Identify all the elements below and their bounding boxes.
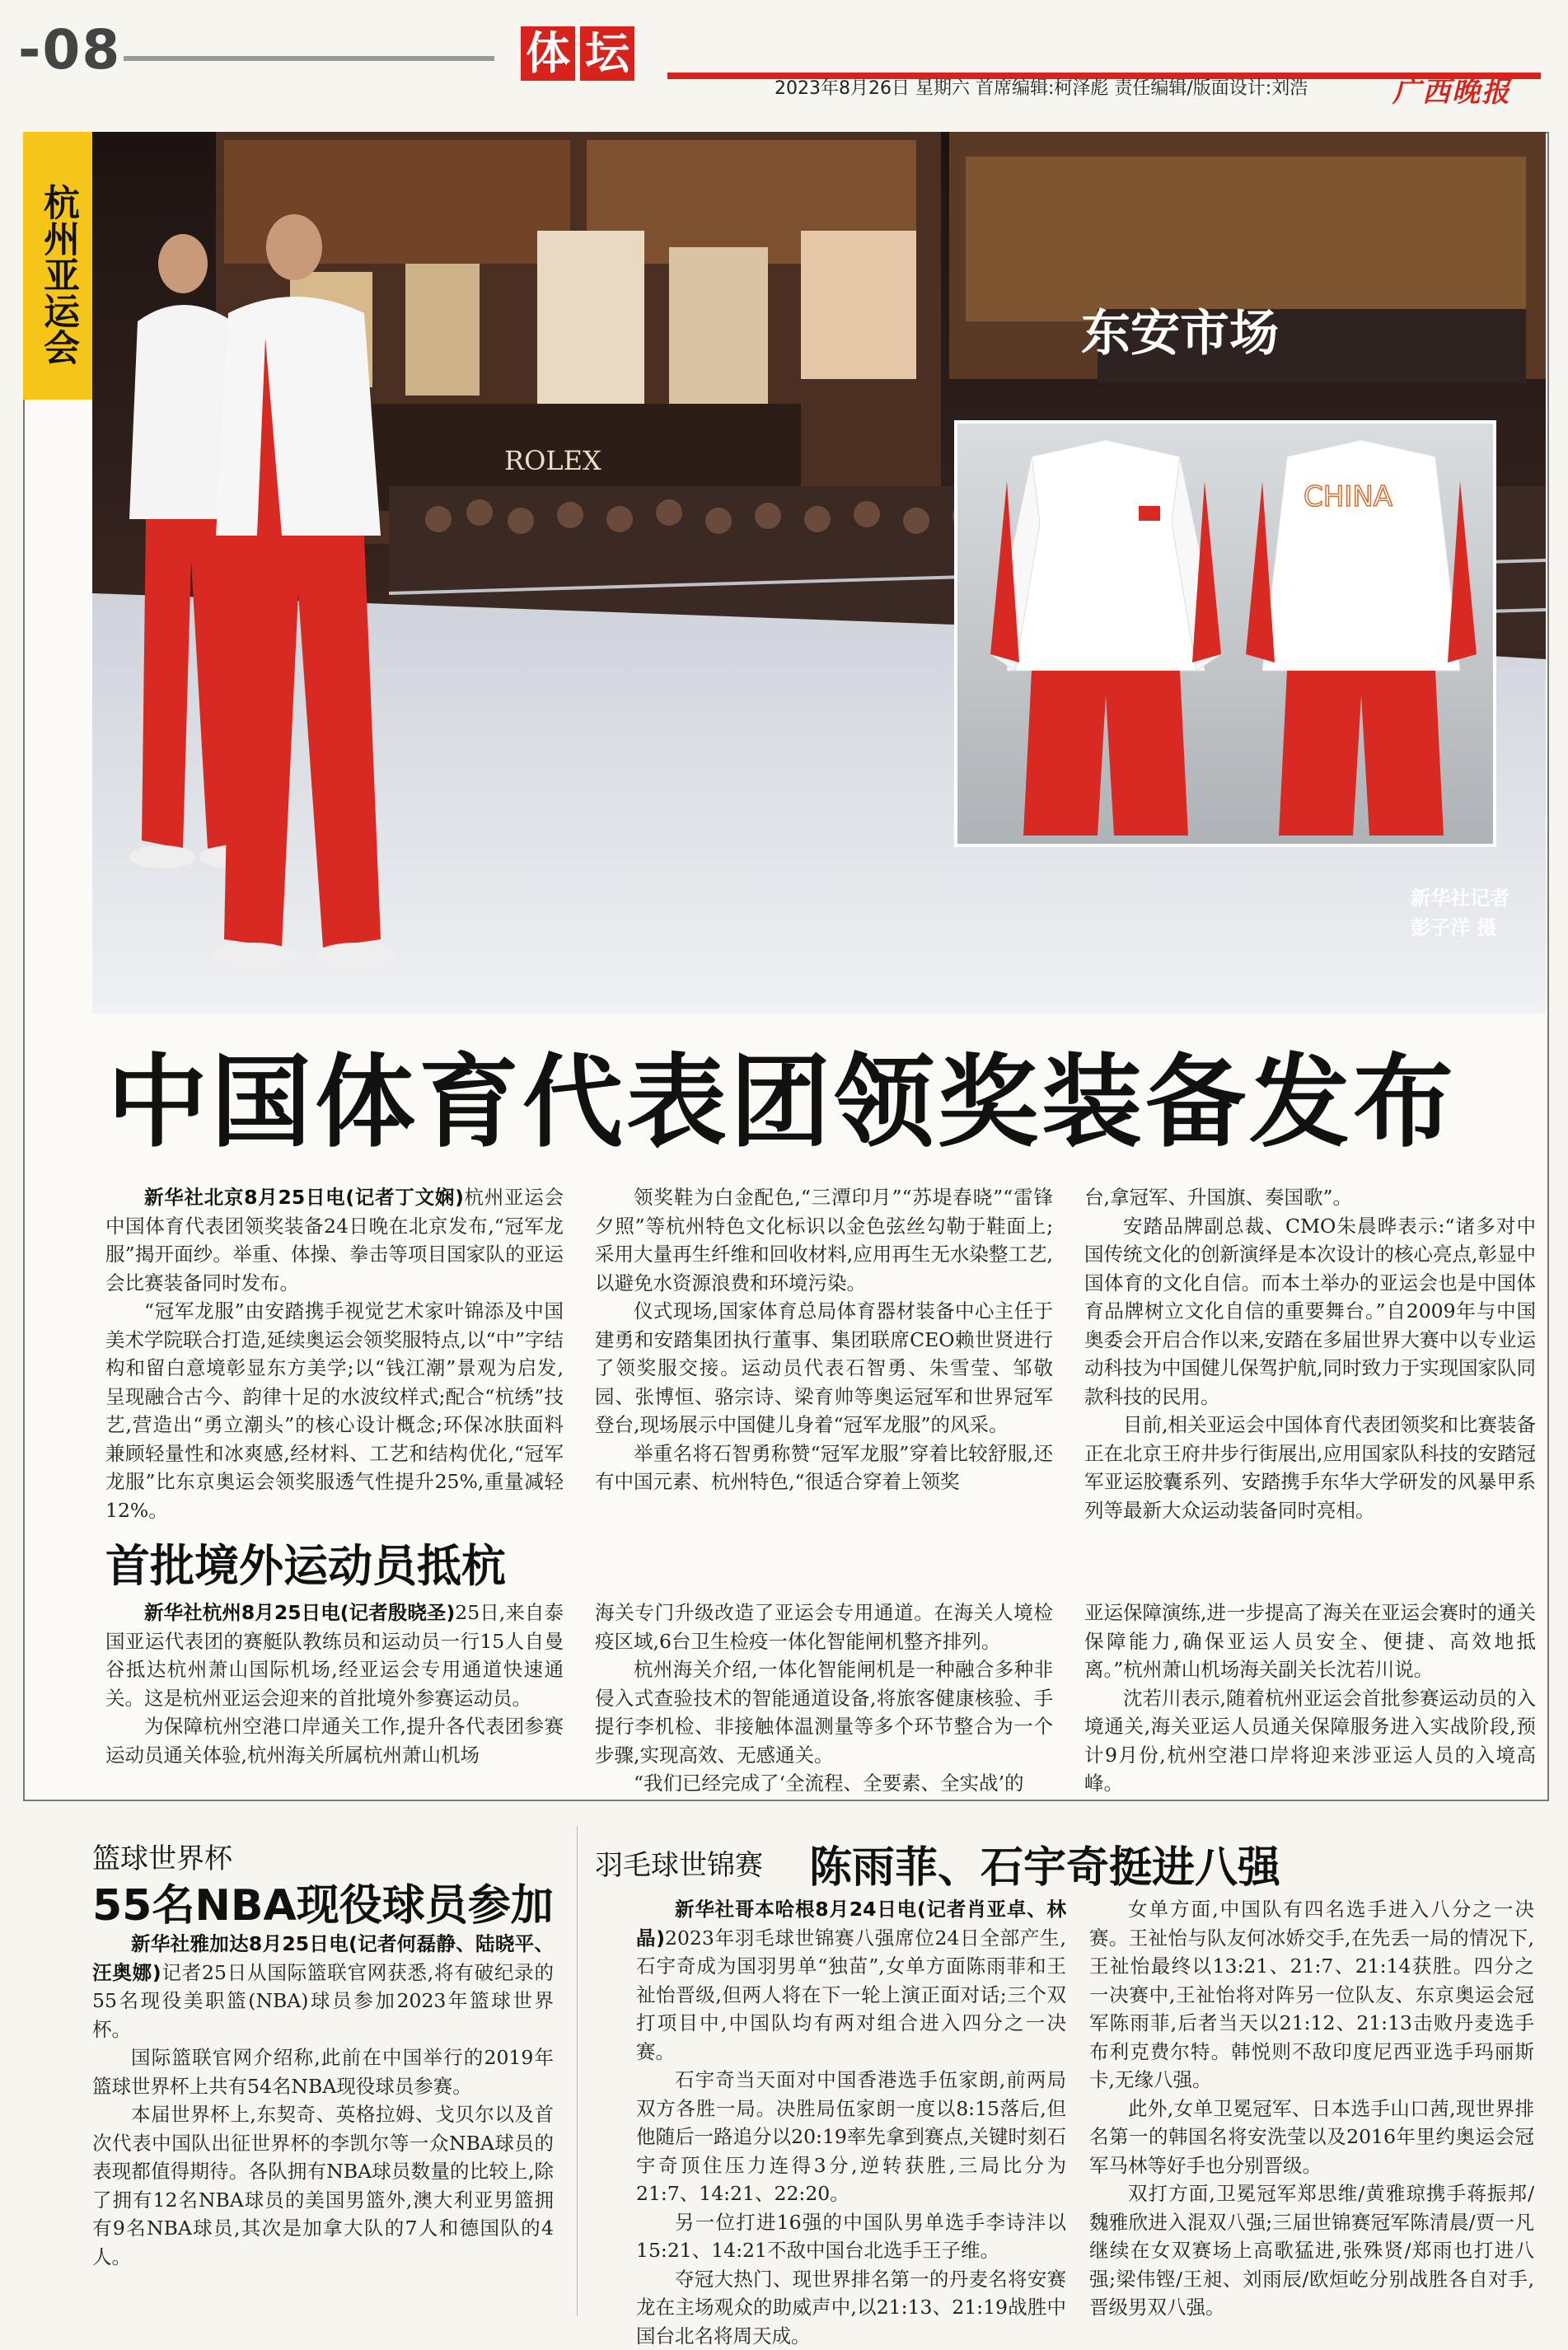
second-headline: 首批境外运动员抵杭	[105, 1531, 506, 1594]
second-paragraph: “我们已经完成了‘全流程、全要素、全实战’的	[595, 1769, 1053, 1798]
badminton-kicker: 羽毛球世锦赛	[595, 1842, 763, 1883]
lead-paragraph: 目前,相关亚运会中国体育代表团领奖和比赛装备正在北京王府井步行街展出,应用国家队科技的安踏冠军亚运胶囊系列、安踏携手东华大学研发的风暴甲系列等最新大众运动装备同时亮相。	[1084, 1411, 1536, 1524]
second-paragraph: 为保障杭州空港口岸通关工作,提升各代表团参赛运动员通关体验,杭州海关所属杭州萧山机场	[105, 1712, 564, 1769]
lead-headline: 中国体育代表团领奖装备发布	[107, 1022, 1457, 1166]
photo-credit-line-2: 彭子洋 摄	[1411, 913, 1509, 943]
badminton-dateline: 新华社哥本哈根8月24日电(记者肖亚卓、林晶)	[636, 1898, 1066, 1950]
second-paragraph: 沈若川表示,随着杭州亚运会首批参赛运动员的入境通关,海关亚运人员通关保障服务进入实战阶段,预计9月份,杭州空港口岸将迎来涉亚运人员的入境高峰。	[1084, 1684, 1536, 1798]
second-column-1	[105, 1599, 564, 1769]
lead-column-3	[1084, 1183, 1536, 1524]
badminton-paragraph: 女单方面,中国队有四名选手进入八分之一决赛。王祉怡与队友何冰娇交手,在先丢一局的情况下,王祉怡最终以13:21、21:7、21:14获胜。四分之一决赛中,王祉怡将对阵另一位队友、东京奥运会冠军陈雨菲,后者当天以21:12、21:13击败丹麦选手布利克费尔特。韩悦则不敌印度尼西亚选手玛丽斯卡,无缘八强。	[1089, 1895, 1534, 2095]
storefront-sign: 东安市场	[1081, 305, 1279, 363]
lead-paragraph: 杭州亚运会中国体育代表团领奖装备24日晚在北京发布,“冠军龙服”揭开面纱。举重、体操、拳击等项目国家队的亚运会比赛装备同时发布。	[105, 1186, 564, 1294]
basketball-column	[92, 1930, 554, 2271]
lead-column-2	[595, 1183, 1053, 1496]
jacket-china-text: CHINA	[1304, 480, 1392, 513]
column-tag: 杭州亚运会	[23, 132, 92, 400]
basketball-paragraph: 国际篮联官网介绍称,此前在中国举行的2019年篮球世界杯上共有54名NBA现役球员参赛。	[92, 2043, 554, 2100]
column-divider	[577, 1826, 578, 2316]
badminton-column-1	[636, 1895, 1066, 2350]
basketball-kicker: 篮球世界杯	[92, 1836, 232, 1876]
lead-paragraph: 举重名将石智勇称赞“冠军龙服”穿着比较舒服,还有中国元素、杭州特色,“很适合穿着上领奖	[595, 1439, 1053, 1496]
lead-column-1	[105, 1183, 564, 1524]
second-dateline: 新华社杭州8月25日电(记者殷晓圣)	[144, 1601, 455, 1624]
lead-paragraph: 仪式现场,国家体育总局体育器材装备中心主任于建勇和安踏集团执行董事、集团联席CEO赖世贤进行了领奖服交接。运动员代表石智勇、朱雪莹、邹敬园、张博恒、骆宗诗、梁育帅等奥运冠军和世界冠军登台,现场展示中国健儿身着“冠军龙服”的风采。	[595, 1297, 1053, 1439]
basketball-paragraph: 本届世界杯上,东契奇、英格拉姆、戈贝尔以及首次代表中国队出征世界杯的李凯尔等一众NBA球员的表现都值得期待。各队拥有NBA球员数量的比较上,除了拥有12名NBA球员的美国男篮外,澳大利亚男篮拥有9名NBA球员,其次是加拿大队的7人和德国队的4人。	[92, 2100, 554, 2271]
badminton-headline: 陈雨菲、石宇奇挺进八强	[809, 1833, 1280, 1894]
badminton-paragraph: 双打方面,卫冕冠军郑思维/黄雅琼携手蒋振邦/魏雅欣进入混双八强;三届世锦赛冠军陈清晨/贾一凡继续在女双赛场上高歌猛进,张殊贤/郑雨也打进八强;梁伟铿/王昶、刘雨辰/欧烜屹分别战胜各自对手,晋级男双八强。	[1089, 2179, 1534, 2322]
badminton-paragraph: 此外,女单卫冕冠军、日本选手山口茜,现世界排名第一的韩国名将安洗莹以及2016年里约奥运会冠军马林等好手也分别晋级。	[1089, 2095, 1534, 2180]
second-paragraph: 杭州海关介绍,一体化智能闸机是一种融合多种非侵入式查验技术的智能通道设备,将旅客健康核验、手提行李机检、非接触体温测量等多个环节整合为一个步骤,实现高效、无感通关。	[595, 1655, 1053, 1769]
second-column-3	[1084, 1599, 1536, 1798]
second-paragraph: 亚运保障演练,进一步提高了海关在亚运会赛时的通关保障能力,确保亚运人员安全、便捷、高效地抵离。”杭州萧山机场海关副关长沈若川说。	[1084, 1599, 1536, 1684]
masthead-rule	[124, 56, 494, 61]
rolex-sign: ROLEX	[504, 445, 601, 476]
masthead-info: 2023年8月26日 星期六 首席编辑:柯泽彪 责任编辑/版面设计:刘浩	[775, 74, 1308, 100]
second-paragraph: 25日,来自泰国亚运代表团的赛艇队教练员和运动员一行15人自曼谷抵达杭州萧山国际机场,经亚运会专用通道快速通关。这是杭州亚运会迎来的首批境外参赛运动员。	[105, 1601, 564, 1710]
basketball-dateline: 新华社雅加达8月25日电(记者何磊静、陆晓平、汪奥娜)	[92, 1932, 554, 1984]
uniform-inset-photo	[954, 420, 1496, 847]
second-paragraph: 海关专门升级改造了亚运会专用通道。在海关人境检疫区域,6台卫生检疫一体化智能闸机整齐排列。	[595, 1599, 1053, 1655]
section-char-1: 体	[521, 26, 575, 81]
badminton-paragraph: 夺冠大热门、现世界排名第一的丹麦名将安赛龙在主场观众的助威声中,以21:13、21:19战胜中国台北名将周天成。	[636, 2265, 1066, 2350]
lead-paragraph: 领奖鞋为白金配色,“三潭印月”“苏堤春晓”“雷锋夕照”等杭州特色文化标识以金色弦丝勾勒于鞋面上;采用大量再生纤维和回收材料,应用再生无水染整工艺,以避免水资源浪费和环境污染。	[595, 1183, 1053, 1297]
lead-paragraph: “冠军龙服”由安踏携手视觉艺术家叶锦添及中国美术学院联合打造,延续奥运会领奖服特点,以“中”字结构和留白意境彰显东方美学;以“钱江潮”景观为启发,呈现融合古今、韵律十足的水波纹样式;配合“杭绣”技艺,营造出“勇立潮头”的核心设计概念;环保冰肤面料兼顾轻量性和冰爽感,经材料、工艺和结构优化,“冠军龙服”比东京奥运会领奖服透气性提升25%,重量减轻12%。	[105, 1297, 564, 1524]
newspaper-logo: 广西晚报	[1392, 69, 1516, 105]
badminton-paragraph: 2023年羽毛球世锦赛八强席位24日全部产生,石宇奇成为国羽男单“独苗”,女单方面陈雨菲和王祉怡晋级,但两人将在下一轮上演正面对话;三个双打项目中,中国队均有两对组合进入四分之一决赛。	[636, 1926, 1066, 2063]
page-number: -08	[18, 18, 121, 82]
second-column-2	[595, 1599, 1053, 1798]
section-char-2: 坛	[580, 26, 634, 81]
lead-dateline: 新华社北京8月25日电(记者丁文娴)	[144, 1186, 464, 1209]
photo-credit-line-1: 新华社记者	[1411, 883, 1509, 913]
uniform-illustration	[957, 424, 1493, 844]
badminton-column-2	[1089, 1895, 1534, 2322]
badminton-paragraph: 另一位打进16强的中国队男单选手李诗沣以15:21、14:21不敌中国台北选手王子维。	[636, 2208, 1066, 2265]
lead-paragraph: 安踏品牌副总裁、CMO朱晨晔表示:“诸多对中国传统文化的创新演绎是本次设计的核心亮点,彰显中国体育的文化自信。而本土举办的亚运会也是中国体育品牌树立文化自信的重要舞台。”自2009年与中国奥委会开启合作以来,安踏在多届世界大赛中以专业运动科技为中国健儿保驾护航,同时致力于实现国家队同款科技的民用。	[1084, 1212, 1536, 1411]
lead-paragraph: 台,拿冠军、升国旗、奏国歌”。	[1084, 1183, 1536, 1212]
badminton-paragraph: 石宇奇当天面对中国香港选手伍家朗,前两局双方各胜一局。决胜局伍家朗一度以8:15落后,但他随后一路追分以20:19率先拿到赛点,关键时刻石宇奇顶住压力连得3分,逆转获胜,三局比分为21:7、14:21、22:20。	[636, 2066, 1066, 2208]
basketball-headline: 55名NBA现役球员参加	[92, 1870, 554, 1932]
basketball-paragraph: 记者25日从国际篮联官网获悉,将有破纪录的55名现役美职篮(NBA)球员参加2023年篮球世界杯。	[92, 1961, 554, 2041]
photo-credit	[1411, 883, 1509, 943]
